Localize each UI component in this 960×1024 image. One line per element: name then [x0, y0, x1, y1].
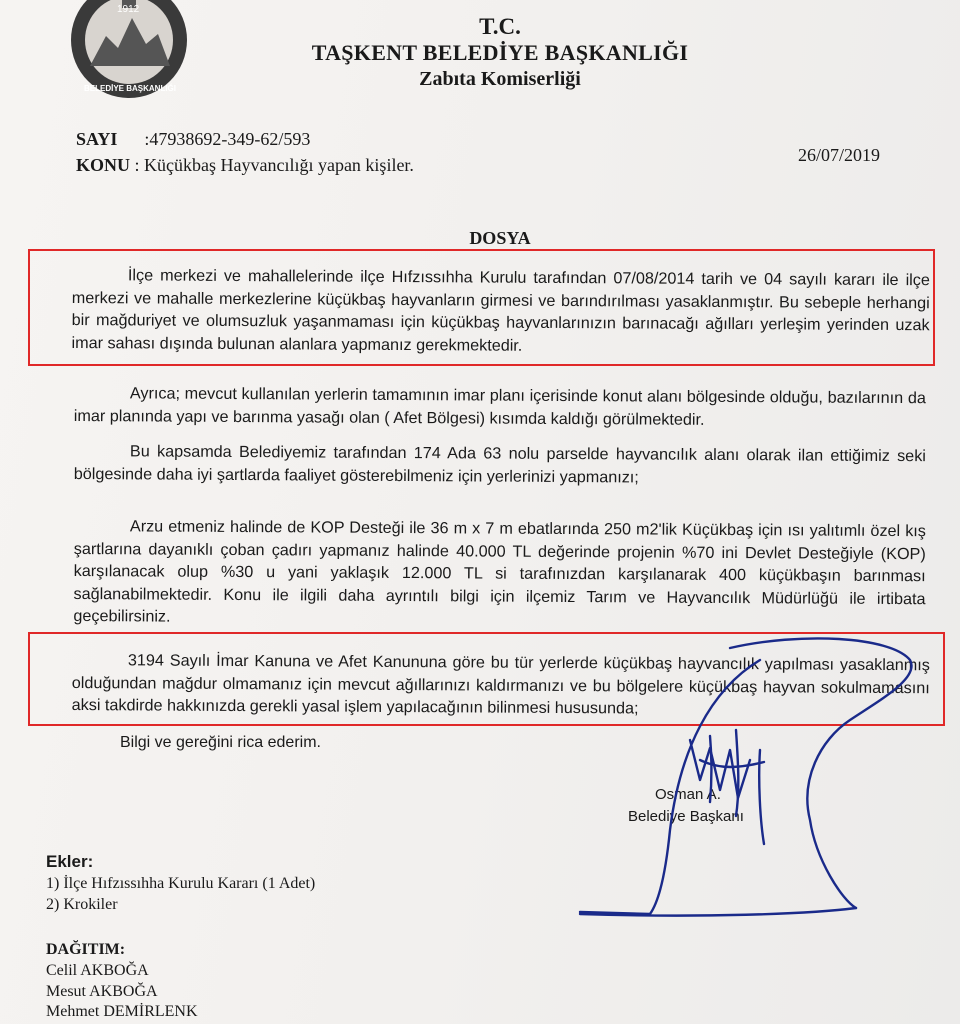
sayi-label: SAYI	[76, 129, 118, 149]
seal-text: BELEDİYE BAŞKANLIĞI	[83, 84, 176, 93]
konu-label: KONU	[76, 155, 130, 175]
handwritten-signature-icon	[560, 630, 940, 930]
signatory-name: Osman A.	[655, 786, 721, 803]
attachment-item: 2) Krokiler	[46, 896, 118, 913]
header-tc: T.C.	[479, 14, 521, 39]
distribution-item: Mehmet DEMİRLENK	[46, 1003, 198, 1020]
attachment-item: 1) İlçe Hıfzıssıhha Kurulu Kararı (1 Adet)	[46, 875, 316, 892]
paragraph-5: 3194 Sayılı İmar Kanuna ve Afet Kanununa göre bu tür yerlerde küçükbaş hayvancılık yapılması yasaklanmış olduğundan mağdur olmamanız için mevcut ağıllarınızı kaldırmanızı ve bu bölgelere küçükbaş hayvan sokulmamasını aksi takdirde hakkınızda gerekli yasal işlem yapılacağının bilinmesi hususunda;	[71, 651, 930, 718]
paragraph-4: Arzu etmeniz halinde de KOP Desteği ile 36 m x 7 m ebatlarında 250 m2'lik Küçükbaş için ısı yalıtımlı özel kış şartlarına dayanıklı çoban çadırı yapmanız halinde 40.000 TL değerinde projenin %70 ini Devlet Desteğiyle (KOP) karşılanacak olup %30 u yani yaklaşık 12.000 TL si tarafınızdan karşılanarak 400 küçükbaşın barınması sağlanabilmektedir. Konu ile ilgili daha ayrıntılı bilgi için ilçemiz Tarım ve Hayvancılık Müdürlüğü ile irtibata geçebilirsiniz.	[73, 517, 926, 626]
header-department: Zabıta Komiserliği	[419, 68, 581, 90]
header-institution: TAŞKENT BELEDİYE BAŞKANLIĞI	[311, 40, 689, 65]
distribution-heading: DAĞITIM:	[46, 941, 126, 958]
distribution-item: Mesut AKBOĞA	[46, 983, 158, 1000]
closing-line: Bilgi ve gereğini rica ederim.	[120, 734, 321, 751]
signatory-title: Belediye Başkanı	[628, 808, 744, 825]
sayi-value: :47938692-349-62/593	[144, 129, 311, 149]
sayi-line	[76, 129, 310, 150]
paragraph-1: İlçe merkezi ve mahallelerinde ilçe Hıfzıssıhha Kurulu tarafından 07/08/2014 tarih ve 04 sayılı kararı ile ilçe merkezi ve mahalle merkezlerine küçükbaş hayvanların girmesi ve barındırılması yasaklanmıştır. Bu sebeple herhangi bir mağduriyet ve olumsuzluk yaşanmaması için küçükbaş hayvanlarınızın barınacağı ağılları yerleşim yerinden uzak imar sahası dışında bulunan alanlara yapmanız gerekmektedir.	[71, 266, 930, 355]
distribution-item: Celil AKBOĞA	[46, 962, 149, 979]
document-date: 26/07/2019	[798, 145, 881, 165]
attachments-heading: Ekler:	[46, 852, 94, 871]
paragraph-2: Ayrıca; mevcut kullanılan yerlerin tamamının imar planı içerisinde konut alanı bölgesinde olduğu, bazılarının da imar planında yapı ve barınma yasağı olan ( Afet Bölgesi) kısımda kaldığı görülmektedir.	[73, 384, 926, 429]
document-title: DOSYA	[469, 228, 531, 248]
highlight-box-1	[28, 249, 935, 366]
konu-value: : Küçükbaş Hayvancılığı yapan kişiler.	[134, 155, 414, 175]
konu-line	[76, 155, 414, 176]
seal-year: 1912	[117, 4, 140, 15]
paragraph-3: Bu kapsamda Belediyemiz tarafından 174 Ada 63 nolu parselde hayvancılık alanı olarak ilan ettiğimiz seki bölgesinde daha iyi şartlarda faaliyet gösterebilmeniz için yerlerinizi yapmanızı;	[73, 442, 926, 486]
